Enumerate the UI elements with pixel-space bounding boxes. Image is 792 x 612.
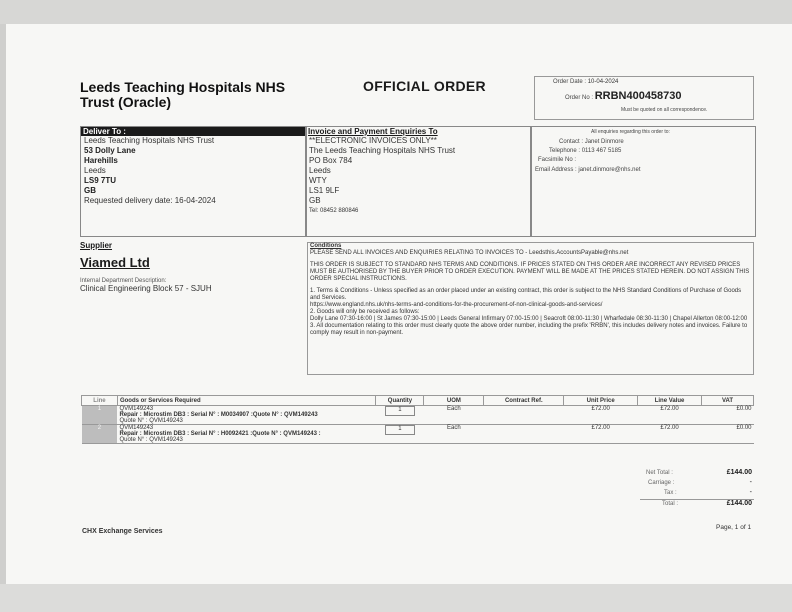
carriage-label: Carriage : [648, 480, 675, 486]
goods-description-cell [117, 425, 376, 444]
order-lines-table [81, 395, 754, 444]
conditions-heading: Conditions [310, 243, 342, 249]
unit-price: £72.00 [564, 425, 638, 444]
column-header: Contract Ref. [484, 396, 564, 406]
supplier-heading: Supplier [80, 241, 113, 250]
uom: Each [424, 425, 484, 444]
enquiries-note: All enquiries regarding this order to: [591, 129, 670, 135]
deliver-line: Leeds [84, 166, 106, 175]
line-number: 2 [82, 425, 118, 444]
trust-title-line1: Leeds Teaching Hospitals NHS [80, 79, 286, 95]
conditions-item: 1. Terms & Conditions - Unless specified as an order placed under an existing contract, this order is subject to the NHS Standard Conditions of Purchase of Goods and Services. [310, 288, 742, 301]
department-label: Internal Department Description: [80, 278, 167, 284]
trust-title [80, 80, 300, 110]
item-quote: Quote N° : QVM149243 [119, 418, 183, 424]
invoice-line: PO Box 784 [309, 156, 353, 165]
telephone-label: Telephone : [549, 148, 581, 154]
total-label: Total : [662, 501, 679, 507]
vat: £0.00 [702, 406, 754, 425]
total-value: £144.00 [726, 500, 752, 507]
tax-label: Tax : [664, 490, 677, 496]
contact-box [530, 126, 756, 237]
conditions-terms: THIS ORDER IS SUBJECT TO STANDARD NHS TERMS AND CONDITIONS. IF PRICES STATED ON THIS ORDER ARE INCORRECT ANY REVISED PRICES MUST BE AUTHORISED BY THE BUYER PRIOR TO ORDER EXECUTION. PAYMENT WILL BE MADE AT THE PRICES STATED HEREIN. DO NOT ASSIGN THIS ORDER SPECIAL INSTRUCTIONS. [310, 262, 750, 282]
line-number: 1 [82, 406, 118, 425]
net-total-label: Net Total : [646, 470, 673, 476]
document-type: OFFICIAL ORDER [363, 78, 486, 94]
column-header: Goods or Services Required [117, 396, 376, 406]
invoice-line: GB [309, 196, 321, 205]
conditions-invoices: PLEASE SEND ALL INVOICES AND ENQUIRIES RELATING TO INVOICES TO - Leedsthis.AccountsPayable@nhs.net [310, 250, 629, 256]
order-date: 10-04-2024 [587, 79, 619, 85]
deliver-to-box [80, 126, 307, 237]
supplier-name: Viamed Ltd [80, 255, 150, 270]
column-header: Line [82, 396, 118, 406]
contract-ref [484, 406, 564, 425]
conditions-item: Dolly Lane 07:30-16:00 | St James 07:30-15:00 | Leeds General Infirmary 07:00-15:00 | Seacroft 08:00-11:30 | Wharfedale 08:30-11:30 | Chapel Allerton 08:00-12:00 [310, 316, 748, 322]
table-row [82, 425, 754, 444]
order-number: RRBN400458730 [594, 90, 682, 102]
column-header: UOM [424, 396, 484, 406]
quantity: 1 [385, 425, 415, 435]
background-surface [0, 584, 792, 612]
table-header-row [82, 396, 754, 406]
deliver-line: LS9 7TU [84, 176, 117, 185]
contact-value: Janet Dinmore [584, 139, 624, 145]
invoice-heading: Invoice and Payment Enquiries To [308, 127, 438, 136]
item-quote: Quote N° : QVM149243 [119, 437, 183, 443]
deliver-to-heading: Deliver To : [81, 127, 306, 136]
line-value: £72.00 [638, 425, 702, 444]
invoice-enquiries-box [305, 126, 532, 237]
requested-delivery-date: Requested delivery date: 16-04-2024 [84, 196, 216, 205]
totals-block [640, 469, 754, 510]
item-description: Repair : Microstim DB3 : Serial N° : H0092421 :Quote N° : QVM149243 : [119, 431, 321, 437]
net-total-value: £144.00 [726, 469, 752, 476]
conditions-link[interactable]: https://www.england.nhs.uk/nhs-terms-and-conditions-for-the-procurement-of-non-clinical-goods-and-services/ [310, 302, 603, 308]
unit-price: £72.00 [564, 406, 638, 425]
supplier-section [80, 241, 305, 293]
fax-label: Facsimile No : [538, 157, 577, 163]
department-value: Clinical Engineering Block 57 - SJUH [80, 284, 212, 293]
line-value: £72.00 [638, 406, 702, 425]
column-header: Unit Price [564, 396, 638, 406]
goods-description-cell [117, 406, 376, 425]
invoice-line: LS1 9LF [309, 186, 340, 195]
carriage-value: - [749, 479, 752, 486]
deliver-line: 53 Dolly Lane [84, 146, 136, 155]
item-code: QVM149243 [119, 406, 154, 412]
deliver-line: Harehills [84, 156, 118, 165]
column-header: VAT [702, 396, 754, 406]
order-no-label: Order No : [565, 95, 594, 101]
deliver-line: GB [84, 186, 96, 195]
conditions-item: 3. All documentation relating to this order must clearly quote the above order number, including the prefix 'RRBN', this includes delivery notes and invoices. Failure to comply may result in non-payment. [310, 323, 748, 336]
tax-value: - [749, 489, 752, 496]
footer-company: CHX Exchange Services [82, 528, 163, 535]
conditions-item: 2. Goods will only be received as follows: [310, 309, 420, 315]
invoice-line: **ELECTRONIC INVOICES ONLY** [309, 136, 437, 145]
column-header: Quantity [376, 396, 424, 406]
page-number: Page, 1 of 1 [716, 524, 752, 531]
quoted-note: Must be quoted on all correspondence. [621, 107, 708, 113]
table-row [82, 406, 754, 425]
invoice-line: Leeds [309, 166, 331, 175]
order-date-label: Order Date : [553, 79, 587, 85]
order-info-box [534, 76, 754, 120]
quantity: 1 [385, 406, 415, 416]
trust-title-line2: Trust (Oracle) [80, 94, 172, 110]
email-value: janet.dinmore@nhs.net [578, 167, 641, 173]
invoice-line: WTY [309, 176, 327, 185]
contact-label: Contact : [559, 139, 584, 145]
column-header: Line Value [638, 396, 702, 406]
conditions-box [307, 242, 754, 375]
invoice-line: Tel: 08452 880846 [309, 208, 359, 214]
vat: £0.00 [702, 425, 754, 444]
contract-ref [484, 425, 564, 444]
email-label: Email Address : [535, 167, 577, 173]
item-description: Repair : Microstim DB3 : Serial N° : M0034907 :Quote N° : QVM149243 [119, 412, 318, 418]
uom: Each [424, 406, 484, 425]
invoice-line: The Leeds Teaching Hospitals NHS Trust [309, 146, 456, 155]
deliver-line: Leeds Teaching Hospitals NHS Trust [84, 136, 215, 145]
item-code: QVM149243 [119, 425, 154, 431]
telephone-value: 0113 467 5185 [581, 148, 622, 154]
